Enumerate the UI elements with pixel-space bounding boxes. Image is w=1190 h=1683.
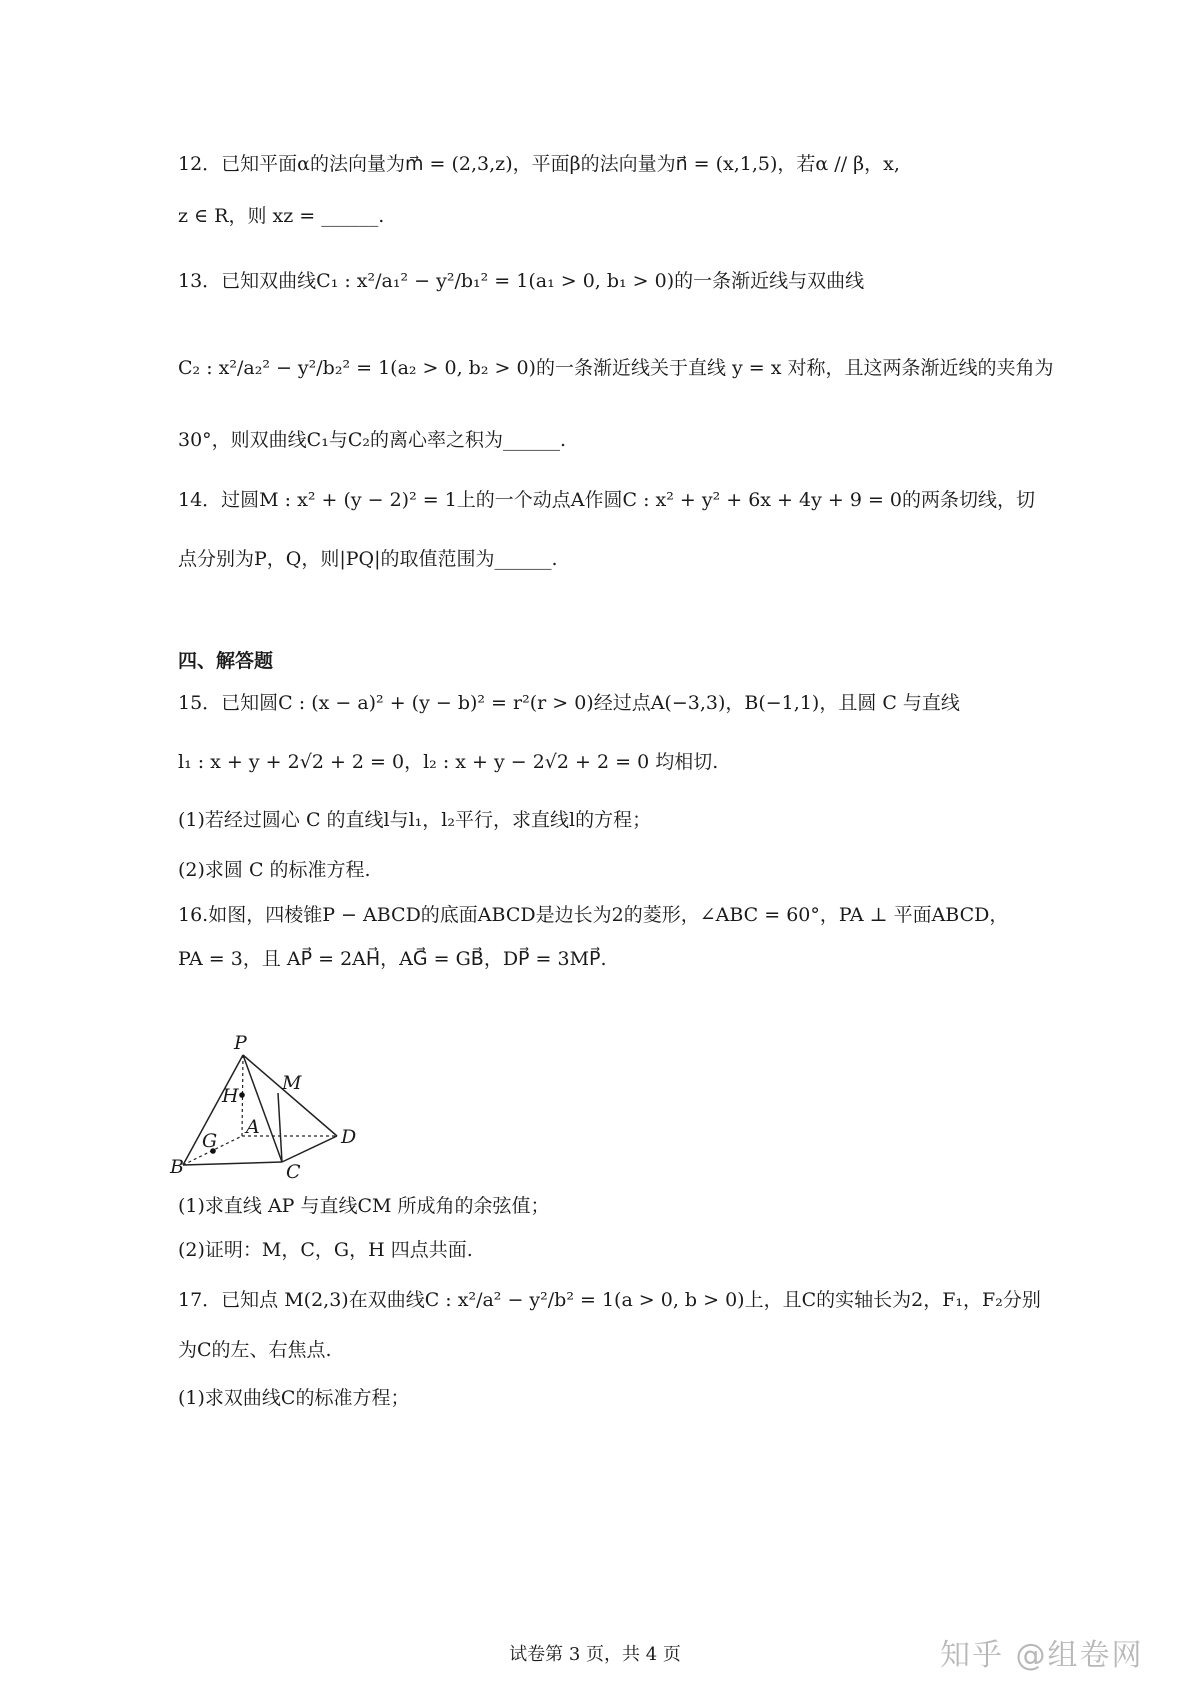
q17-line-1: 17．已知点 M(2,3)在双曲线C : x²/a² − y²/b² = 1(a > 0, b > 0)上，且C的实轴长为2，F₁，F₂分别 [178, 1289, 1041, 1311]
q15-line-2: l₁ : x + y + 2√2 + 2 = 0，l₂ : x + y − 2√2 + 2 = 0 均相切. [178, 751, 719, 773]
q13-line-3: 30°，则双曲线C₁与C₂的离心率之积为______. [178, 429, 567, 451]
q17-line-2: 为C的左、右焦点. [178, 1339, 332, 1361]
section-heading: 四、解答题 [178, 650, 274, 672]
q15-part-2: (2)求圆 C 的标准方程. [178, 859, 371, 881]
label-a: A [246, 1116, 260, 1138]
q12-line-1: 12．已知平面α的法向量为m⃗ = (2,3,z)，平面β的法向量为n⃗ = (x,1,5)，若α // β，x, [178, 153, 900, 175]
watermark: 知乎 @组卷网 [940, 1638, 1144, 1673]
point-h [239, 1092, 245, 1098]
label-c: C [286, 1161, 301, 1183]
q13-line-1: 13．已知双曲线C₁ : x²/a₁² − y²/b₁² = 1(a₁ > 0, b₁ > 0)的一条渐近线与双曲线 [178, 270, 865, 292]
q15-part-1: (1)若经过圆心 C 的直线l与l₁，l₂平行，求直线l的方程； [178, 809, 652, 831]
label-h: H [222, 1085, 239, 1107]
q16-line-1: 16.如图，四棱锥P − ABCD的底面ABCD是边长为2的菱形，∠ABC = 60°，PA ⊥ 平面ABCD， [178, 904, 1009, 926]
q14-line-1: 14．过圆M : x² + (y − 2)² = 1上的一个动点A作圆C : x² + y² + 6x + 4y + 9 = 0的两条切线，切 [178, 489, 1036, 511]
label-b: B [170, 1156, 184, 1178]
label-m: M [282, 1072, 302, 1094]
q16-line-2: PA = 3，且 AP⃗ = 2AH⃗，AG⃗ = GB⃗，DP⃗ = 3MP⃗. [178, 948, 607, 970]
label-g: G [202, 1130, 218, 1152]
label-p: P [234, 1032, 247, 1054]
label-d: D [341, 1126, 357, 1148]
edge-cd [282, 1136, 337, 1162]
q17-part-1: (1)求双曲线C的标准方程； [178, 1387, 410, 1409]
q16-part-2: (2)证明：M，C，G，H 四点共面. [178, 1239, 473, 1261]
q16-part-1: (1)求直线 AP 与直线CM 所成角的余弦值； [178, 1195, 550, 1217]
q14-line-2: 点分别为P，Q，则|PQ|的取值范围为______. [178, 548, 558, 570]
q13-line-2: C₂ : x²/a₂² − y²/b₂² = 1(a₂ > 0, b₂ > 0)的一条渐近线关于直线 y = x 对称，且这两条渐近线的夹角为 [178, 357, 1054, 379]
edge-bc [183, 1162, 282, 1165]
q12-line-2: z ∈ R，则 xz = ______. [178, 205, 385, 227]
q15-line-1: 15．已知圆C : (x − a)² + (y − b)² = r²(r > 0)经过点A(−3,3)，B(−1,1)，且圆 C 与直线 [178, 692, 960, 714]
page-footer: 试卷第 3 页，共 4 页 [509, 1644, 681, 1665]
